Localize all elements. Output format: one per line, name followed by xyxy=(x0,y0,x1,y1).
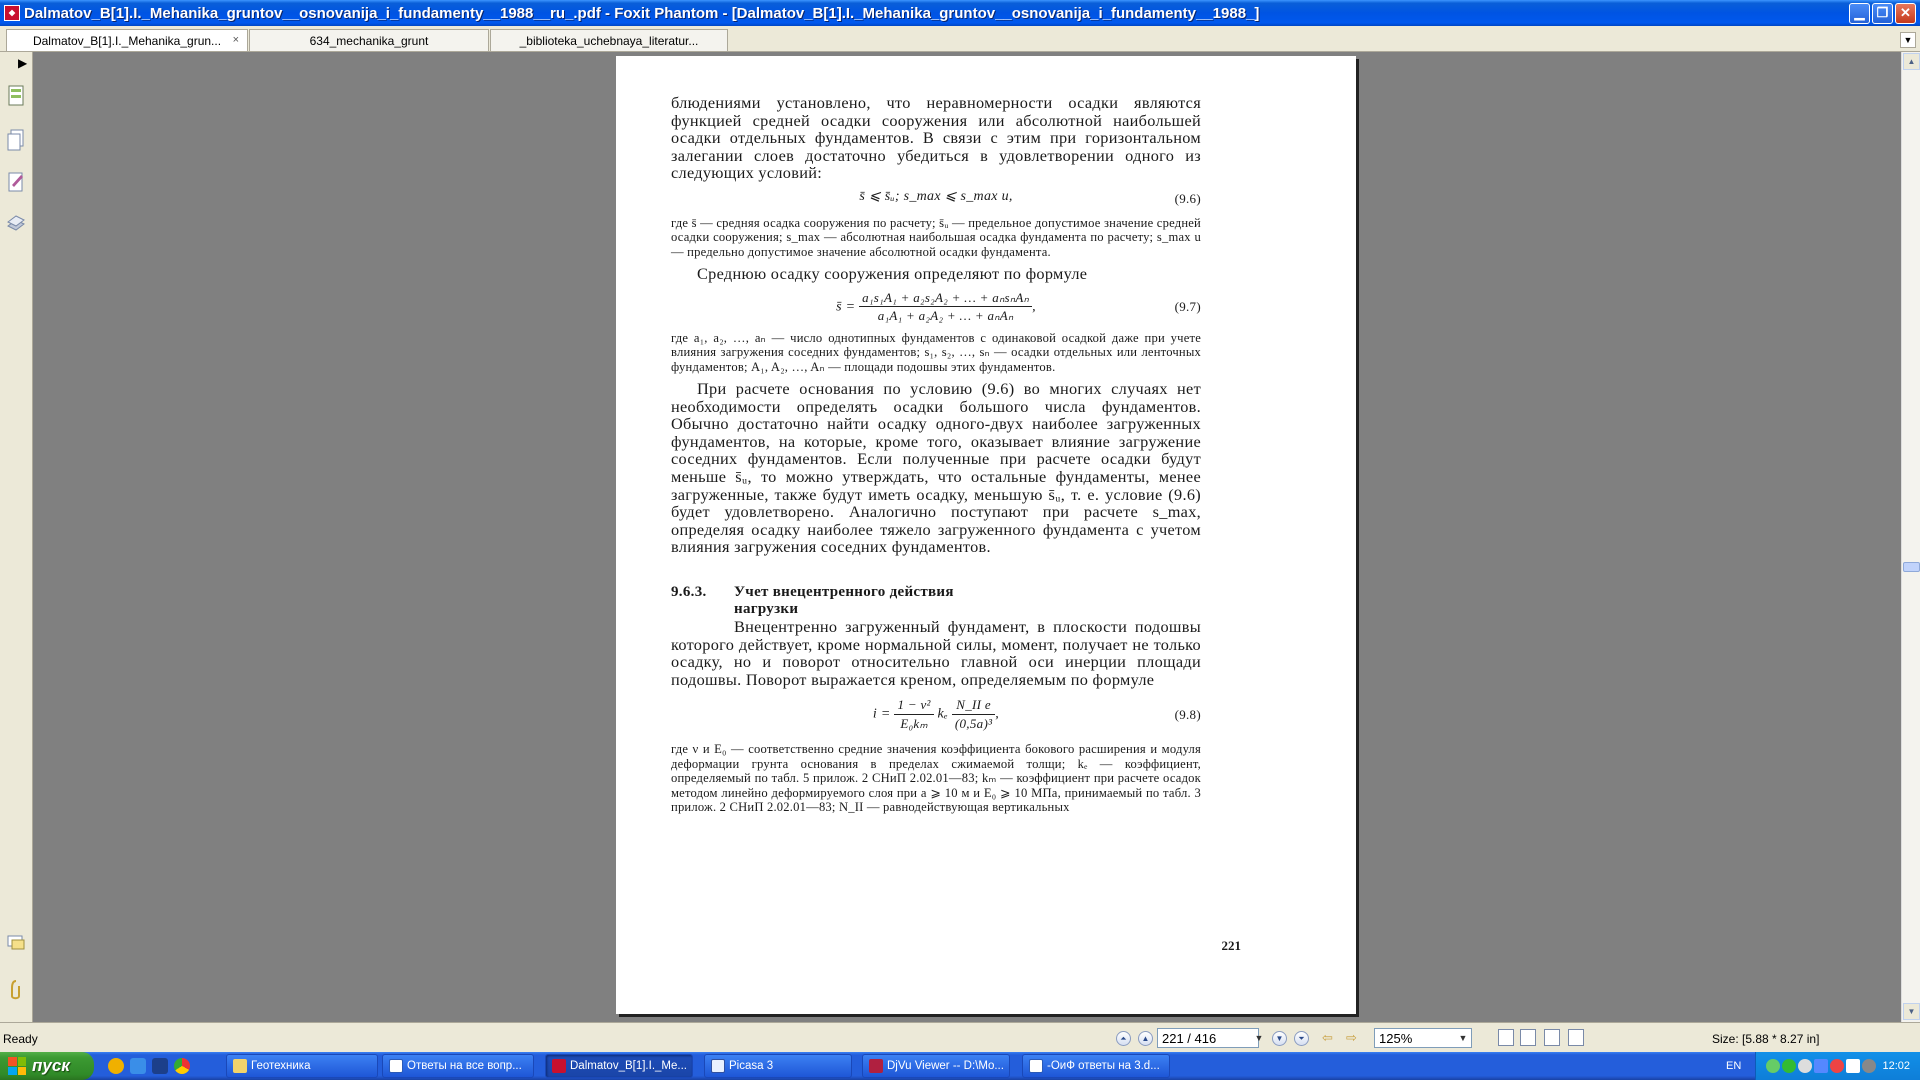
status-text: Ready xyxy=(3,1032,38,1046)
tray-device-icon[interactable] xyxy=(1862,1059,1876,1073)
status-bar xyxy=(0,1022,1920,1052)
bookmarks-icon[interactable] xyxy=(6,212,26,236)
task-label: Picasa 3 xyxy=(729,1060,774,1072)
tab-close-icon[interactable]: × xyxy=(232,34,239,46)
note-paragraph: где s̄ — средняя осадка сооружения по расчету; s̄ᵤ — предельное допустимое значение средней осадки сооружения; s_max — абсолютная наибольшая осадка фундамента по расчету; s_max u — предельно допустимое значение абсолютной осадки фундамента. xyxy=(671,215,1201,259)
task-label: -ОиФ ответы на 3.d... xyxy=(1047,1060,1160,1072)
word-document-icon xyxy=(1029,1059,1043,1073)
foxit-pdf-icon xyxy=(4,5,20,21)
next-page-button[interactable] xyxy=(1272,1031,1287,1046)
tab-biblioteka[interactable] xyxy=(490,29,728,51)
first-page-icon: ⏶ xyxy=(1120,1033,1127,1043)
expand-panel-icon[interactable]: ▶ xyxy=(18,56,28,70)
window-title: Dalmatov_B[1].I._Mehanika_gruntov__osnovanija_i_fundamenty__1988__ru_.pdf - Foxit Phantom - [Dalmatov_B[1].I._Mehanika_gruntov__osnovanija_i_fundamenty__1988_] xyxy=(24,4,1260,22)
formula-9-8 xyxy=(671,696,1201,734)
last-page-button[interactable] xyxy=(1294,1031,1309,1046)
note-paragraph: где ν и E₀ — соответственно средние значения коэффициента бокового расширения и модуля деформации грунта основания в пределах сжимаемой толщи; kₑ — коэффициент, определяемый по табл. 5 прилож. 2 СНиП 2.02.01—83; kₘ — коэффициент при расчете осадок методом линейно деформируемого слоя при a ⩾ 10 м и E₀ ⩾ 10 МПа, принимаемый по табл. 3 прилож. 2 СНиП 2.02.01—83; N_II — равнодействующая вертикальных xyxy=(671,742,1201,814)
tray-status-icon[interactable] xyxy=(1782,1059,1796,1073)
formula-coefficient: kₑ xyxy=(937,706,949,722)
paragraph: Внецентренно загруженный фундамент, в плоскости подошвы которого действует, кроме нормальной силы, момент, получает не только осадку, но и поворот относительно главной оси инерции площади подошвы. Поворот выражается креном, определяемым по формуле xyxy=(671,616,1201,689)
taskbar-item-otvety[interactable] xyxy=(382,1054,534,1078)
chevron-down-icon: ▼ xyxy=(1903,35,1913,45)
document-view[interactable] xyxy=(34,52,1901,1022)
document-tab-bar xyxy=(0,26,1920,52)
formula-number: (9.8) xyxy=(1174,707,1201,723)
formula-expression: s̄ ⩽ s̄ᵤ; s_max ⩽ s_max u, xyxy=(859,188,1013,204)
title-bar[interactable] xyxy=(0,0,1920,26)
chevron-down-icon: ▼ xyxy=(1458,1033,1468,1043)
windows-taskbar xyxy=(0,1052,1920,1080)
show-desktop-icon[interactable] xyxy=(152,1058,168,1074)
vertical-scrollbar[interactable] xyxy=(1901,52,1920,1022)
page-number-field[interactable]: 221 / 416 xyxy=(1157,1028,1259,1048)
fraction-numerator: N_II e xyxy=(952,696,995,715)
first-page-button[interactable] xyxy=(1116,1031,1131,1046)
formula-tail: , xyxy=(995,706,1000,722)
tab-list-dropdown[interactable] xyxy=(1900,32,1916,48)
minimize-icon: ▁ xyxy=(1854,5,1865,20)
clock[interactable]: 12:02 xyxy=(1882,1060,1910,1072)
folder-icon xyxy=(233,1059,247,1073)
taskbar-item-djvu[interactable] xyxy=(862,1054,1010,1078)
chevron-down-icon: ▼ xyxy=(1907,1007,1916,1016)
task-label: Dalmatov_B[1].I._Me... xyxy=(570,1060,687,1072)
continuous-view-button[interactable] xyxy=(1520,1029,1536,1046)
paragraph: блюдениями установлено, что неравномерности осадки являются функцией средней осадки сооружения или абсолютной наибольшей осадки отдельных фундаментов. В связи с этим при горизонтальном залегании слоев достаточно убедиться в удовлетворении одного из следующих условий: xyxy=(671,93,1201,183)
page-dropdown[interactable] xyxy=(1251,1028,1267,1048)
volume-icon[interactable] xyxy=(1846,1059,1860,1073)
zoom-dropdown[interactable] xyxy=(1455,1028,1471,1048)
section-title-line1: Учет внецентренного действия xyxy=(734,583,954,600)
formula-fraction xyxy=(952,696,995,732)
scroll-down-button[interactable] xyxy=(1903,1003,1920,1020)
section-title-line2: нагрузки xyxy=(734,600,799,617)
task-label: Ответы на все вопр... xyxy=(407,1060,522,1072)
scrollbar-thumb[interactable] xyxy=(1903,562,1920,572)
fraction-denominator: a₁A₁ + a₂A₂ + … + aₙAₙ xyxy=(877,308,1014,324)
previous-page-button[interactable] xyxy=(1138,1031,1153,1046)
tab-dalmatov[interactable] xyxy=(6,29,248,51)
section-heading xyxy=(671,584,1201,618)
tab-label: _biblioteka_uchebnaya_literatur... xyxy=(519,33,699,48)
formula-9-6 xyxy=(671,188,1201,210)
chrome-icon[interactable] xyxy=(174,1058,190,1074)
attachment-icon[interactable] xyxy=(6,978,26,1002)
taskbar-item-picasa[interactable] xyxy=(704,1054,852,1078)
tab-label: Dalmatov_B[1].I._Mehanika_grun... xyxy=(32,33,222,48)
internet-explorer-icon[interactable] xyxy=(130,1058,146,1074)
windows-logo-icon xyxy=(8,1057,26,1075)
formula-fraction xyxy=(894,696,933,732)
taskbar-item-oif-otvety[interactable] xyxy=(1022,1054,1170,1078)
start-button[interactable] xyxy=(0,1052,94,1080)
tray-arrow-icon[interactable] xyxy=(1766,1059,1780,1073)
facing-view-button[interactable] xyxy=(1544,1029,1560,1046)
word-document-icon xyxy=(389,1059,403,1073)
formula-number: (9.6) xyxy=(1174,190,1201,206)
section-number: 9.6.3. xyxy=(671,583,707,600)
formula-9-7 xyxy=(671,289,1201,323)
formula-tail: , xyxy=(1032,299,1036,315)
formula-lhs: s̄ = xyxy=(836,299,856,315)
scroll-up-button[interactable] xyxy=(1903,53,1920,70)
taskbar-item-geotehnika[interactable] xyxy=(226,1054,378,1078)
page-text xyxy=(671,94,1201,814)
fraction-denominator: E₀kₘ xyxy=(900,715,928,731)
continuous-facing-view-button[interactable] xyxy=(1568,1029,1584,1046)
close-icon: ✕ xyxy=(1900,5,1911,20)
page-number: 221 xyxy=(1221,938,1241,953)
task-label: Геотехника xyxy=(251,1060,311,1072)
tab-634-mechanika[interactable] xyxy=(249,29,489,51)
restore-button[interactable] xyxy=(1872,3,1893,24)
last-page-icon: ⏷ xyxy=(1298,1033,1305,1043)
next-view-button[interactable] xyxy=(1346,1030,1357,1046)
tab-label: 634_mechanika_grunt xyxy=(309,33,429,48)
arrow-up-icon: ▲ xyxy=(1141,1034,1150,1043)
formula-number: (9.7) xyxy=(1174,298,1201,314)
paragraph: Среднюю осадку сооружения определяют по формуле xyxy=(697,264,1088,284)
formula-fraction xyxy=(859,289,1032,325)
system-tray xyxy=(1755,1052,1920,1080)
arrow-down-icon: ▼ xyxy=(1275,1034,1284,1043)
previous-view-button[interactable] xyxy=(1322,1030,1333,1046)
language-indicator[interactable]: EN xyxy=(1726,1060,1742,1072)
fraction-numerator: 1 − ν² xyxy=(894,696,933,715)
messenger-icon[interactable] xyxy=(108,1058,124,1074)
layers-icon[interactable] xyxy=(6,128,26,152)
back-arrow-icon: ⇦ xyxy=(1322,1030,1333,1045)
forward-arrow-icon: ⇨ xyxy=(1346,1030,1357,1045)
taskbar-item-dalmatov[interactable] xyxy=(545,1054,693,1078)
chevron-down-icon: ▼ xyxy=(1254,1033,1264,1043)
comments-icon[interactable] xyxy=(6,930,26,954)
minimize-button[interactable] xyxy=(1849,3,1870,24)
navigation-panel xyxy=(0,52,33,1022)
tray-network-icon[interactable] xyxy=(1814,1059,1828,1073)
foxit-pdf-icon xyxy=(552,1059,566,1073)
fraction-denominator: (0,5a)³ xyxy=(954,715,993,731)
annotations-icon[interactable] xyxy=(6,170,26,194)
picasa-icon xyxy=(711,1059,725,1073)
tray-app-icon[interactable] xyxy=(1798,1059,1812,1073)
page-size-label: Size: [5.88 * 8.27 in] xyxy=(1712,1032,1820,1046)
single-page-view-button[interactable] xyxy=(1498,1029,1514,1046)
restore-icon: ❐ xyxy=(1876,5,1889,20)
note-paragraph: где a₁, a₂, …, aₙ — число однотипных фундаментов с одинаковой осадкой даже при учете влияния загружения соседних фундаментов; s₁, s₂, …, sₙ — осадки отдельных или ленточных фундаментов; A₁, A₂, …, Aₙ — площади подошвы этих фундаментов. xyxy=(671,330,1201,374)
formula-lhs: i = xyxy=(872,706,891,722)
tray-security-icon[interactable] xyxy=(1830,1059,1844,1073)
task-label: DjVu Viewer -- D:\Mo... xyxy=(887,1060,1004,1072)
pages-icon[interactable] xyxy=(6,84,26,108)
paragraph: При расчете основания по условию (9.6) во многих случаях нет необходимости определять осадки большого числа фундаментов. Обычно достаточно найти осадку одного-двух наиболее загруженных фундаментов, на которые, кроме того, оказывает влияние загружение соседних фундаментов. Если полученные при расчете осадки будут меньше s̄ᵤ, то можно утверждать, что остальные фундаменты, менее загруженные, также будут иметь осадку, меньшую s̄ᵤ, т. е. условие (9.6) будет удовлетворено. Аналогично поступают при расчете s_max, определяя осадку наиболее тяжело загруженного фундамента с учетом влияния загружения соседних фундаментов. xyxy=(671,379,1201,557)
chevron-up-icon: ▲ xyxy=(1907,57,1916,66)
close-button[interactable] xyxy=(1895,3,1916,24)
pdf-page xyxy=(616,56,1356,1014)
djvu-icon xyxy=(869,1059,883,1073)
start-label: пуск xyxy=(32,1056,70,1075)
fraction-numerator: a₁s₁A₁ + a₂s₂A₂ + … + aₙsₙAₙ xyxy=(859,289,1032,308)
zoom-field[interactable]: 125% xyxy=(1374,1028,1472,1048)
